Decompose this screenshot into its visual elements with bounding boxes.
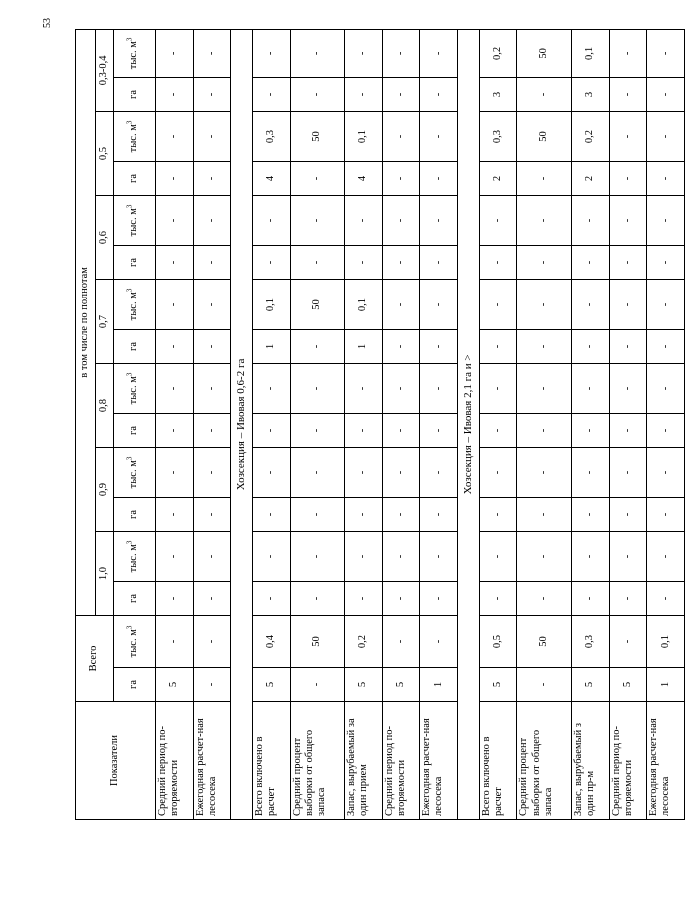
table-cell: - (647, 414, 685, 448)
table-cell: 5 (156, 668, 194, 702)
unit-m3-superscript: 3 (125, 372, 134, 377)
table-cell: - (345, 532, 383, 582)
table-cell: - (517, 532, 571, 582)
density-header-5: 0,5 (96, 112, 114, 196)
table-cell: - (290, 162, 344, 196)
table-cell: - (382, 78, 420, 112)
table-cell: - (571, 582, 609, 616)
table-cell: - (193, 78, 231, 112)
table-cell: 2 (479, 162, 517, 196)
unit-ha-header: га (114, 330, 156, 364)
indicators-header: Показатели (76, 702, 156, 820)
table-cell: - (647, 582, 685, 616)
table-cell: - (193, 246, 231, 280)
table-cell: - (420, 532, 458, 582)
table-cell: - (609, 582, 647, 616)
table-cell: 50 (517, 112, 571, 162)
table-cell: 0,3 (571, 616, 609, 668)
table-cell: - (290, 448, 344, 498)
section-title: Хозсекция – Ивовая 0,6-2 га (231, 29, 253, 819)
row-label: Всего включено в расчет (479, 702, 517, 820)
table-cell: - (517, 414, 571, 448)
table-cell: - (290, 498, 344, 532)
unit-m3-superscript: 3 (125, 37, 134, 42)
unit-m3-superscript: 3 (125, 204, 134, 209)
table-cell: 1 (647, 668, 685, 702)
table-cell: - (290, 246, 344, 280)
density-header-2: 0,8 (96, 364, 114, 448)
table-row (517, 29, 571, 819)
row-label: Запас, вырубаемый за один прием (345, 702, 383, 820)
table-cell: - (345, 196, 383, 246)
table-cell: - (290, 78, 344, 112)
table-cell: - (382, 498, 420, 532)
table-cell: - (609, 246, 647, 280)
table-cell: - (609, 448, 647, 498)
table-cell: - (609, 29, 647, 77)
table-cell: - (253, 498, 291, 532)
table-cell: - (345, 582, 383, 616)
table-cell: - (517, 582, 571, 616)
table-cell: 4 (253, 162, 291, 196)
table-row (420, 29, 458, 819)
table-cell: - (193, 414, 231, 448)
table-cell: - (156, 280, 194, 330)
table-cell: 0,2 (571, 112, 609, 162)
table-cell: - (253, 246, 291, 280)
table-cell: - (382, 246, 420, 280)
table-cell: 50 (290, 112, 344, 162)
unit-m3-label: тыс. м (128, 460, 140, 489)
table-cell: - (193, 280, 231, 330)
table-cell: 5 (571, 668, 609, 702)
table-cell: - (290, 532, 344, 582)
table-cell: - (517, 330, 571, 364)
section-title: Хозсекция – Ивовая 2,1 га и > (458, 29, 480, 819)
unit-m3-superscript: 3 (125, 540, 134, 545)
table-cell: - (345, 364, 383, 414)
table-cell: 5 (253, 668, 291, 702)
table-cell: - (571, 448, 609, 498)
table-cell: - (193, 29, 231, 77)
table-cell: - (479, 582, 517, 616)
table-cell: - (571, 414, 609, 448)
table-cell: - (193, 448, 231, 498)
table-cell: - (647, 498, 685, 532)
row-label: Ежегодная расчет-ная лесосека (420, 702, 458, 820)
unit-m3-label: тыс. м (128, 376, 140, 405)
table-cell: 5 (609, 668, 647, 702)
table-cell: 1 (420, 668, 458, 702)
unit-m3-superscript: 3 (125, 625, 134, 630)
unit-ha-header: га (114, 246, 156, 280)
unit-ha-header: га (114, 668, 156, 702)
table-cell: - (156, 582, 194, 616)
unit-m3-label: тыс. м (128, 629, 140, 658)
table-cell: - (571, 280, 609, 330)
table-cell: - (571, 532, 609, 582)
unit-m3-header (114, 532, 156, 582)
table-cell: - (420, 246, 458, 280)
unit-m3-header (114, 280, 156, 330)
table-cell: - (420, 162, 458, 196)
table-cell: - (479, 498, 517, 532)
unit-m3-label: тыс. м (128, 124, 140, 153)
table-cell: - (609, 112, 647, 162)
table-cell: - (420, 364, 458, 414)
table-row (156, 29, 194, 819)
table-cell: - (609, 498, 647, 532)
table-row (290, 29, 344, 819)
table-cell: - (479, 414, 517, 448)
table-cell: - (156, 330, 194, 364)
table-cell: - (382, 448, 420, 498)
table-row (609, 29, 647, 819)
unit-m3-header (114, 196, 156, 246)
table-cell: - (571, 246, 609, 280)
unit-m3-header (114, 29, 156, 77)
table-cell: - (479, 246, 517, 280)
table-cell: - (647, 246, 685, 280)
table-cell: - (345, 29, 383, 77)
table-cell: - (345, 498, 383, 532)
table-cell: - (253, 448, 291, 498)
table-cell: 4 (345, 162, 383, 196)
unit-ha-header: га (114, 498, 156, 532)
unit-m3-header (114, 616, 156, 668)
table-cell: - (609, 196, 647, 246)
table-cell: - (253, 196, 291, 246)
table-cell: - (156, 414, 194, 448)
table-cell: - (193, 668, 231, 702)
table-cell: - (193, 582, 231, 616)
table-cell: - (647, 448, 685, 498)
table-cell: 5 (479, 668, 517, 702)
table-cell: 0,4 (253, 616, 291, 668)
table-cell: 1 (345, 330, 383, 364)
unit-m3-label: тыс. м (128, 208, 140, 237)
table-cell: 0,3 (479, 112, 517, 162)
table-cell: - (571, 196, 609, 246)
table-row (193, 29, 231, 819)
table-cell: - (345, 448, 383, 498)
table-cell: 0,1 (345, 112, 383, 162)
table-cell: - (345, 78, 383, 112)
allowable-cut-table (75, 29, 685, 820)
table-cell: - (647, 532, 685, 582)
row-label: Запас, вырубаемый з один пр-м (571, 702, 609, 820)
table-row (345, 29, 383, 819)
table-cell: - (156, 112, 194, 162)
table-cell: - (345, 246, 383, 280)
table-cell: - (290, 196, 344, 246)
table-cell: 50 (517, 29, 571, 77)
table-cell: 0,1 (253, 280, 291, 330)
table-cell: - (647, 196, 685, 246)
table-cell: - (290, 29, 344, 77)
density-header-4: 0,6 (96, 196, 114, 280)
table-cell: - (290, 364, 344, 414)
table-cell: - (156, 162, 194, 196)
table-cell: - (253, 414, 291, 448)
table-cell: - (290, 582, 344, 616)
table-cell: - (647, 364, 685, 414)
table-cell: - (420, 280, 458, 330)
unit-m3-label: тыс. м (128, 41, 140, 70)
row-label: Ежегодная расчет-ная лесосека (647, 702, 685, 820)
page-number: 53 (42, 18, 53, 28)
table-cell: - (382, 364, 420, 414)
unit-ha-header: га (114, 582, 156, 616)
table-cell: - (479, 330, 517, 364)
table-cell: - (156, 196, 194, 246)
table-cell: - (193, 330, 231, 364)
unit-m3-header (114, 112, 156, 162)
density-header-1: 0,9 (96, 448, 114, 532)
table-cell: 5 (382, 668, 420, 702)
unit-m3-superscript: 3 (125, 288, 134, 293)
density-header-3: 0,7 (96, 280, 114, 364)
row-label: Ежегодная расчет-ная лесосека (193, 702, 231, 820)
table-cell: 3 (479, 78, 517, 112)
table-cell: - (382, 29, 420, 77)
unit-m3-label: тыс. м (128, 544, 140, 573)
row-label: Средний процент выборки от общего запаса (290, 702, 344, 820)
table-cell: - (193, 162, 231, 196)
table-cell: - (382, 162, 420, 196)
table-cell: - (609, 364, 647, 414)
table-cell: 0,1 (571, 29, 609, 77)
row-label: Средний процент выборки от общего запаса (517, 702, 571, 820)
unit-ha-header: га (114, 162, 156, 196)
table-cell: - (382, 414, 420, 448)
table-cell: - (609, 330, 647, 364)
table-cell: 0,1 (345, 280, 383, 330)
table-cell: - (193, 498, 231, 532)
table-cell: - (420, 414, 458, 448)
table-cell: - (479, 448, 517, 498)
section-row (231, 29, 253, 819)
density-header-0: 1,0 (96, 532, 114, 616)
table-cell: - (420, 330, 458, 364)
table-cell: - (253, 29, 291, 77)
table-cell: - (290, 668, 344, 702)
table-cell: - (253, 78, 291, 112)
table-cell: - (479, 196, 517, 246)
table-cell: - (156, 532, 194, 582)
table-cell: - (382, 330, 420, 364)
table-cell: 1 (253, 330, 291, 364)
rotated-table-container (75, 37, 685, 820)
row-label: Средний период по-вторяемости (156, 702, 194, 820)
table-cell: 2 (571, 162, 609, 196)
table-cell: - (156, 616, 194, 668)
table-cell: - (647, 29, 685, 77)
table-cell: - (156, 448, 194, 498)
table-cell: - (420, 78, 458, 112)
table-cell: - (420, 29, 458, 77)
table-cell: 5 (345, 668, 383, 702)
table-cell: - (193, 112, 231, 162)
table-cell: - (420, 616, 458, 668)
total-header: Всего (76, 616, 114, 702)
unit-m3-superscript: 3 (125, 456, 134, 461)
table-cell: - (156, 364, 194, 414)
unit-m3-header (114, 448, 156, 498)
table-row (479, 29, 517, 819)
table-cell: - (517, 78, 571, 112)
table-cell: - (382, 532, 420, 582)
by-density-header: в том числе по полнотам (76, 29, 96, 615)
table-row (647, 29, 685, 819)
table-cell: - (420, 448, 458, 498)
table-cell: - (571, 330, 609, 364)
table-row (253, 29, 291, 819)
table-cell: 50 (290, 280, 344, 330)
table-cell: - (647, 280, 685, 330)
table-cell: - (517, 280, 571, 330)
table-cell: - (571, 498, 609, 532)
table-cell: - (253, 364, 291, 414)
table-cell: - (517, 448, 571, 498)
table-cell: 0,2 (479, 29, 517, 77)
table-cell: - (609, 78, 647, 112)
table-cell: - (479, 532, 517, 582)
table-cell: - (517, 162, 571, 196)
table-cell: 0,2 (345, 616, 383, 668)
unit-m3-header (114, 364, 156, 414)
table-cell: 50 (517, 616, 571, 668)
table-cell: 50 (290, 616, 344, 668)
table-cell: - (479, 364, 517, 414)
table-cell: - (609, 280, 647, 330)
density-header-6: 0,3-0,4 (96, 29, 114, 111)
table-row (382, 29, 420, 819)
unit-m3-superscript: 3 (125, 120, 134, 125)
table-cell: - (420, 498, 458, 532)
table-cell: - (517, 364, 571, 414)
table-cell: - (382, 196, 420, 246)
table-cell: - (571, 364, 609, 414)
unit-m3-label: тыс. м (128, 292, 140, 321)
table-cell: - (517, 498, 571, 532)
table-cell: - (193, 532, 231, 582)
table-cell: - (647, 78, 685, 112)
table-row (571, 29, 609, 819)
table-cell: - (609, 414, 647, 448)
table-cell: - (290, 414, 344, 448)
table-cell: - (382, 280, 420, 330)
table-cell: - (420, 582, 458, 616)
table-cell: - (193, 196, 231, 246)
table-cell: - (156, 498, 194, 532)
unit-ha-header: га (114, 78, 156, 112)
table-cell: - (479, 280, 517, 330)
row-label: Средний период по-вторяемости (609, 702, 647, 820)
table-cell: - (420, 196, 458, 246)
table-cell: - (609, 616, 647, 668)
table-cell: - (290, 330, 344, 364)
table-cell: - (193, 364, 231, 414)
table-cell: - (253, 532, 291, 582)
table-cell: - (382, 112, 420, 162)
unit-ha-header: га (114, 414, 156, 448)
table-cell: 0,3 (253, 112, 291, 162)
section-row (458, 29, 480, 819)
table-cell: - (647, 330, 685, 364)
row-label: Средний период по-вторяемости (382, 702, 420, 820)
table-cell: - (193, 616, 231, 668)
table-cell: 3 (571, 78, 609, 112)
table-cell: - (647, 162, 685, 196)
table-cell: - (156, 78, 194, 112)
table-cell: - (517, 668, 571, 702)
table-cell: - (647, 112, 685, 162)
table-cell: - (517, 196, 571, 246)
table-cell: - (420, 112, 458, 162)
table-cell: - (345, 414, 383, 448)
table-cell: - (382, 582, 420, 616)
row-label: Всего включено в расчет (253, 702, 291, 820)
table-cell: - (156, 246, 194, 280)
table-cell: - (382, 616, 420, 668)
table-cell: - (609, 532, 647, 582)
table-cell: 0,5 (479, 616, 517, 668)
table-cell: - (517, 246, 571, 280)
table-cell: - (609, 162, 647, 196)
table-cell: 0,1 (647, 616, 685, 668)
table-cell: - (156, 29, 194, 77)
table-cell: - (253, 582, 291, 616)
